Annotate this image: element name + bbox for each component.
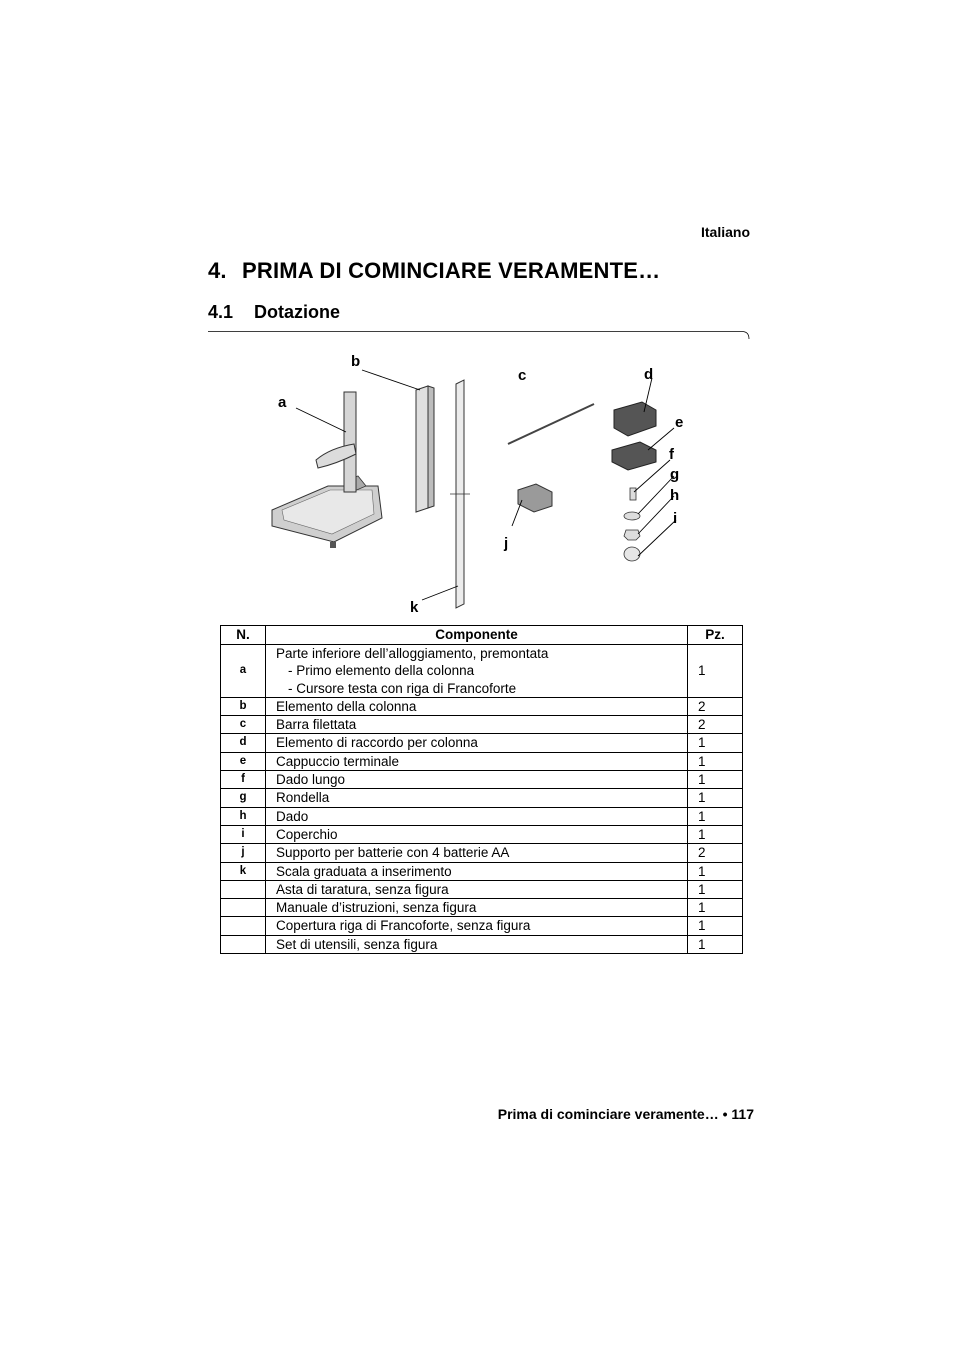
- row-quantity: 1: [688, 917, 743, 935]
- row-quantity: 1: [688, 789, 743, 807]
- row-quantity: 1: [688, 899, 743, 917]
- row-number: c: [221, 716, 266, 734]
- connector-drawing: [614, 402, 656, 436]
- row-component: Dado: [266, 807, 688, 825]
- row-quantity: 1: [688, 825, 743, 843]
- row-component: Supporto per batterie con 4 batterie AA: [266, 844, 688, 862]
- header-number: N.: [221, 626, 266, 645]
- row-quantity: 1: [688, 807, 743, 825]
- row-number: b: [221, 697, 266, 715]
- heading-rule: [208, 330, 750, 342]
- component-subline: - Primo elemento della colonna: [288, 663, 475, 679]
- row-quantity: 2: [688, 716, 743, 734]
- callout-d: d: [644, 366, 654, 383]
- row-number: e: [221, 752, 266, 770]
- row-quantity: 1: [688, 880, 743, 898]
- table-row: [221, 807, 743, 825]
- callout-f: f: [669, 446, 674, 463]
- row-quantity: 2: [688, 844, 743, 862]
- graduated-scale-drawing: [450, 380, 470, 608]
- parts-illustration: [260, 350, 700, 620]
- callout-i: i: [673, 510, 678, 527]
- table-header-row: [221, 626, 743, 645]
- row-number: [221, 917, 266, 935]
- washer-drawing: [624, 512, 640, 520]
- row-quantity: 1: [688, 935, 743, 953]
- callout-k: k: [410, 599, 419, 616]
- row-component: Coperchio: [266, 825, 688, 843]
- callout-h: h: [670, 487, 680, 504]
- column-element-drawing: [416, 386, 434, 512]
- housing-base-drawing: [272, 392, 382, 548]
- table-row: [221, 825, 743, 843]
- subsection-heading: [208, 302, 340, 323]
- row-number: [221, 935, 266, 953]
- subsection-title: Dotazione: [254, 302, 341, 322]
- row-component: Asta di taratura, senza figura: [266, 880, 688, 898]
- section-heading: [208, 258, 660, 284]
- table-row: [221, 789, 743, 807]
- row-number: d: [221, 734, 266, 752]
- table-row: [221, 645, 743, 698]
- battery-holder-drawing: [518, 484, 552, 512]
- header-component: Componente: [266, 626, 688, 645]
- page-footer: Prima di cominciare veramente… • 117: [497, 1106, 754, 1122]
- subsection-number: 4.1: [208, 302, 234, 322]
- row-number: [221, 899, 266, 917]
- callout-c: c: [518, 367, 527, 384]
- row-number: a: [221, 645, 266, 698]
- table-row: [221, 752, 743, 770]
- table-row: [221, 880, 743, 898]
- table-row: [221, 734, 743, 752]
- callout-j: j: [504, 535, 509, 552]
- row-component: Dado lungo: [266, 771, 688, 789]
- component-line: Parte inferiore dell’alloggiamento, premontata: [276, 646, 549, 661]
- row-component: Barra filettata: [266, 716, 688, 734]
- row-component: [266, 645, 688, 698]
- components-table: [220, 625, 743, 954]
- section-number: 4.: [208, 258, 227, 283]
- row-component: Copertura riga di Francoforte, senza figura: [266, 917, 688, 935]
- row-quantity: 1: [688, 645, 743, 698]
- callout-a: a: [278, 394, 287, 411]
- callout-e: e: [675, 414, 684, 431]
- row-number: [221, 880, 266, 898]
- row-quantity: 1: [688, 752, 743, 770]
- table-row: [221, 862, 743, 880]
- row-quantity: 1: [688, 771, 743, 789]
- table-row: [221, 697, 743, 715]
- row-number: i: [221, 825, 266, 843]
- section-title: PRIMA DI COMINCIARE VERAMENTE…: [242, 258, 661, 283]
- row-quantity: 1: [688, 862, 743, 880]
- header-quantity: Pz.: [688, 626, 743, 645]
- row-number: h: [221, 807, 266, 825]
- component-subline: - Cursore testa con riga di Francoforte: [288, 680, 517, 696]
- threaded-bar-drawing: [508, 404, 594, 444]
- table-row: [221, 899, 743, 917]
- row-number: f: [221, 771, 266, 789]
- table-row: [221, 771, 743, 789]
- language-label: Italiano: [700, 224, 750, 240]
- row-number: j: [221, 844, 266, 862]
- long-nut-drawing: [630, 488, 636, 500]
- callout-b: b: [351, 353, 361, 370]
- row-component: Rondella: [266, 789, 688, 807]
- end-cap-drawing: [612, 442, 656, 470]
- callout-g: g: [670, 466, 680, 483]
- table-row: [221, 917, 743, 935]
- row-component: Set di utensili, senza figura: [266, 935, 688, 953]
- row-number: k: [221, 862, 266, 880]
- table-row: [221, 935, 743, 953]
- row-number: g: [221, 789, 266, 807]
- row-component: Scala graduata a inserimento: [266, 862, 688, 880]
- row-component: Cappuccio terminale: [266, 752, 688, 770]
- row-component: Elemento della colonna: [266, 697, 688, 715]
- cover-drawing: [624, 547, 640, 561]
- table-row: [221, 716, 743, 734]
- table-row: [221, 844, 743, 862]
- nut-drawing: [624, 530, 640, 540]
- row-quantity: 2: [688, 697, 743, 715]
- row-component: Manuale d’istruzioni, senza figura: [266, 899, 688, 917]
- row-quantity: 1: [688, 734, 743, 752]
- row-component: Elemento di raccordo per colonna: [266, 734, 688, 752]
